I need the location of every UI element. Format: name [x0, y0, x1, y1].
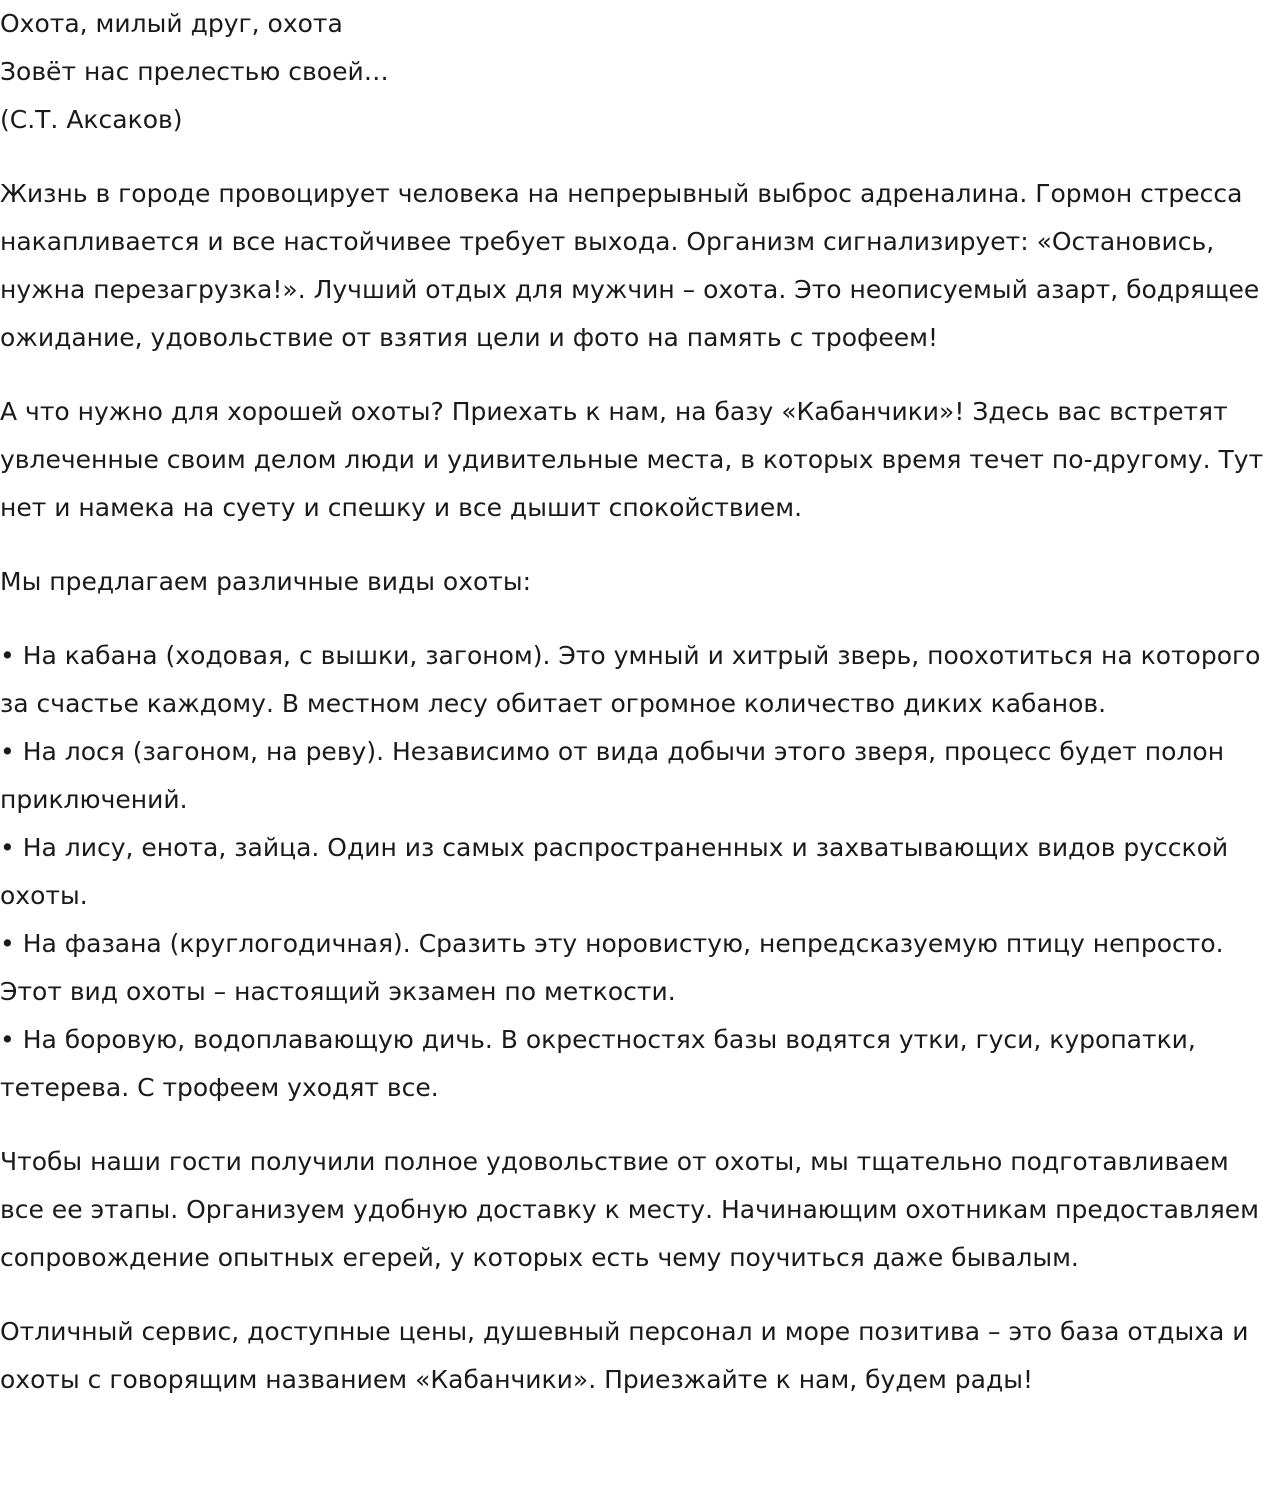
paragraph-service: Чтобы наши гости получили полное удовольствие от охоты, мы тщательно подготавливаем все ее этапы. Организуем удобную доставку к месту. Начинающим охотникам предоставляем сопровождение опытных егерей, у которых есть чему поучиться даже бывалым.: [0, 1147, 1259, 1272]
paragraph-types-intro: Мы предлагаем различные виды охоты:: [0, 567, 532, 596]
epigraph-author: (С.Т. Аксаков): [0, 105, 183, 134]
list-item: • На лису, енота, зайца. Один из самых распространенных и захватывающих видов русской охоты.: [0, 833, 1229, 910]
hunt-types-list: [0, 632, 1270, 1112]
list-item: • На лося (загоном, на реву). Независимо от вида добычи этого зверя, процесс будет полон приключений.: [0, 737, 1225, 814]
epigraph-line-1: Охота, милый друг, охота: [0, 9, 343, 38]
list-item: • На боровую, водоплавающую дичь. В окрестностях базы водятся утки, гуси, куропатки, тетерева. С трофеем уходят все.: [0, 1025, 1196, 1102]
paragraph-closing: Отличный сервис, доступные цены, душевный персонал и море позитива – это база отдыха и охоты с говорящим названием «Кабанчики». Приезжайте к нам, будем рады!: [0, 1317, 1249, 1394]
paragraph-intro: Жизнь в городе провоцирует человека на непрерывный выброс адреналина. Гормон стресса накапливается и все настойчивее требует выхода. Организм сигнализирует: «Остановись, нужна перезагрузка!». Лучший отдых для мужчин – охота. Это неописуемый азарт, бодрящее ожидание, удовольствие от взятия цели и фото на память с трофеем!: [0, 179, 1260, 352]
epigraph-line-2: Зовёт нас прелестью своей…: [0, 57, 389, 86]
list-item: • На фазана (круглогодичная). Сразить эту норовистую, непредсказуемую птицу непросто. Этот вид охоты – настоящий экзамен по меткости.: [0, 929, 1224, 1006]
list-item: • На кабана (ходовая, с вышки, загоном). Это умный и хитрый зверь, поохотиться на которого за счастье каждому. В местном лесу обитает огромное количество диких кабанов.: [0, 641, 1261, 718]
paragraph-invite: А что нужно для хорошей охоты? Приехать к нам, на базу «Кабанчики»! Здесь вас встретят увлеченные своим делом люди и удивительные места, в которых время течет по-другому. Тут нет и намека на суету и спешку и все дышит спокойствием.: [0, 397, 1264, 522]
epigraph: [0, 0, 1270, 144]
